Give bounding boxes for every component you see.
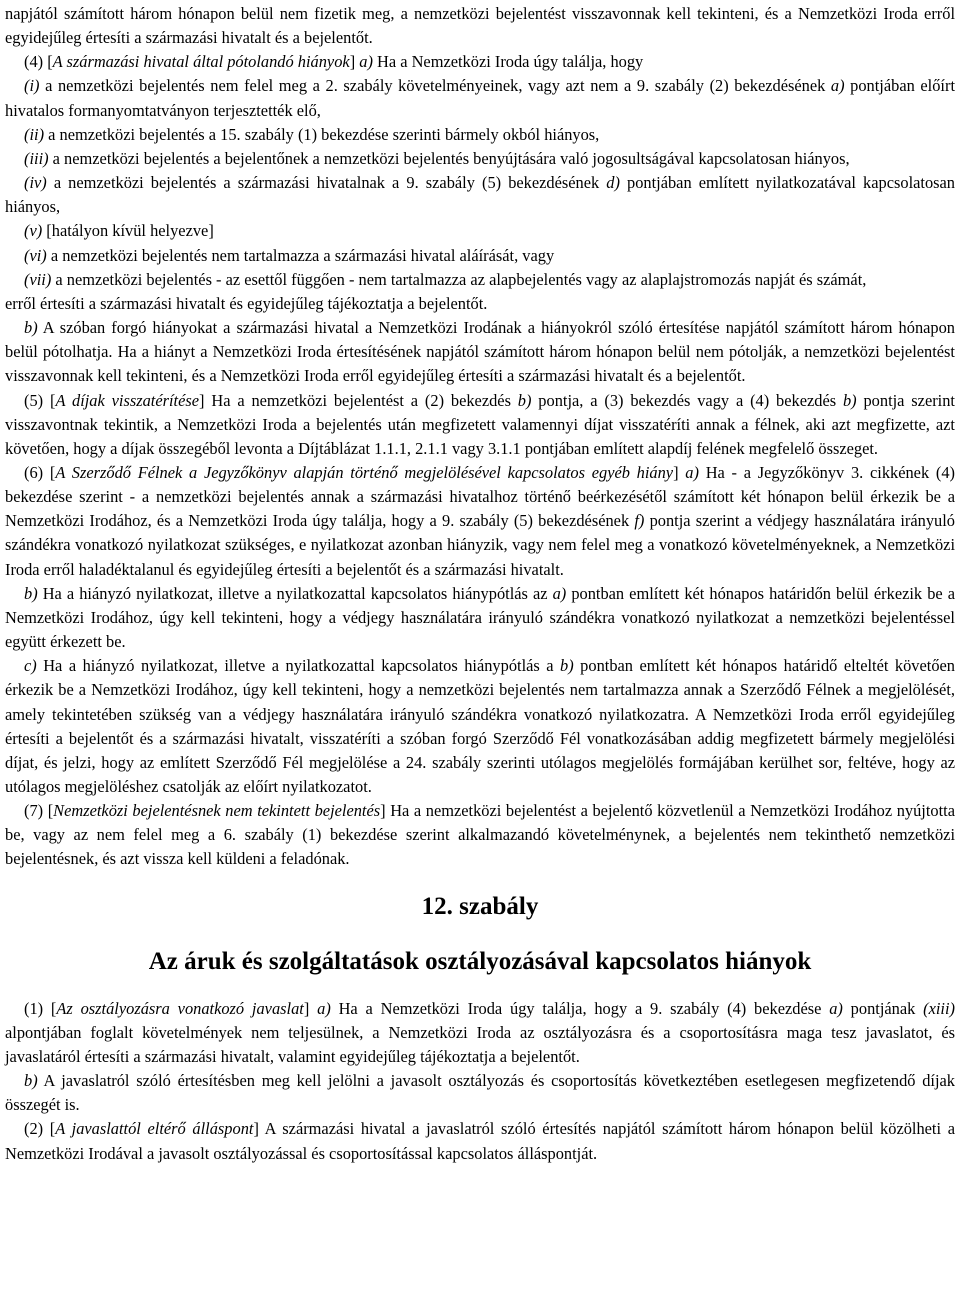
text-segment: erről értesíti a származási hivatalt és egyidejűleg tájékoztatja a bejelentőt. (5, 293, 488, 313)
text-segment: Ha - a Jegyzőkönyv 3. cikkének (4) bekezdése szerint - a nemzetközi bejelentés annak a származási hivatalhoz történő beérkezésétől számított két hónapon belül érkezik be a Nemzetközi Irodához, és a Nemzetközi Iroda úgy találja, hogy a 9. szabály (5) bekezdésének (5, 462, 955, 531)
paragraph (5, 50, 955, 74)
text-segment: pontban említett két hónapos határidőn belül érkezik be a Nemzetközi Irodához, úgy kell tekinteni, hogy a védjegy használatára irányuló szándékra vonatkozó nyilatkozat a nemzetközi bejelentéssel együtt érkezett be. (5, 583, 955, 652)
text-segment: pontban említett két hónapos határidő elteltét követően érkezik be a Nemzetközi Irodához, úgy kell tekinteni, hogy a nemzetközi bejelentés nem tartalmazza annak a Szerződő Félnek a megjelölését, amely tekintetében szükség van a védjegy használatára irányuló szándékra vonatkozó nyilatkozatra. A Nemzetközi Iroda erről egyidejűleg értesíti a bejelentőt és a származási hivatalt, visszatéríti a szóban forgó Szerződő Fél vonatkozásában addig megfizetett bármely megjelölési díjat, és jelzi, hogy az említett Szerződő Fél megjelölése a 24. szabály szerinti utólagos megjelölés formájában kerülhet sor, feltéve, hogy az utólagos megjelöléshez csatolják az előírt nyilatkozatot. (5, 656, 955, 796)
paragraph (5, 997, 955, 1069)
paragraph (5, 244, 955, 268)
text-segment: (7) [ (24, 801, 54, 821)
rule-title-heading: Az áruk és szolgáltatások osztályozásával kapcsolatos hiányok (148, 947, 812, 975)
italic-text: a) (317, 998, 331, 1018)
italic-text: Az osztályozásra vonatkozó javaslat (56, 998, 304, 1018)
italic-text: (iv) (24, 173, 47, 193)
italic-text: b) (24, 318, 38, 338)
text-segment: ] (303, 998, 318, 1018)
text-segment: Ha a hiányzó nyilatkozat, illetve a nyilatkozattal kapcsolatos hiánypótlás az (37, 583, 553, 603)
document-body-before (5, 2, 955, 872)
text-segment: [hatályon kívül helyezve] (42, 221, 214, 241)
paragraph (5, 123, 955, 147)
text-segment: pontja, a (3) bekezdés vagy a (4) bekezdés (531, 390, 843, 410)
paragraph (5, 292, 955, 316)
italic-text: a) (685, 462, 699, 482)
paragraph (5, 2, 955, 50)
paragraph (5, 147, 955, 171)
text-segment: a nemzetközi bejelentés nem felel meg a 2. szabály követelményeinek, vagy azt nem a 9. szabály (2) bekezdésének (39, 76, 831, 96)
text-segment: (6) [ (24, 462, 56, 482)
paragraph (5, 799, 955, 871)
italic-text: b) (24, 583, 38, 603)
text-segment: pontjában előírt hivatalos formanyomtatványon terjesztették elő, (5, 76, 955, 120)
text-segment: ] (349, 52, 360, 72)
text-segment: a nemzetközi bejelentés a származási hivatalnak a 9. szabály (5) bekezdésének (46, 173, 607, 193)
text-segment: Ha a hiányzó nyilatkozat, illetve a nyilatkozattal kapcsolatos hiánypótlás a (36, 656, 561, 676)
italic-text: b) (560, 656, 574, 676)
italic-text: (v) (24, 221, 43, 241)
italic-text: d) (606, 173, 620, 193)
text-segment: Ha a Nemzetközi Iroda úgy találja, hogy (372, 52, 644, 72)
italic-text: (iii) (24, 148, 49, 168)
text-segment: A szóban forgó hiányokat a származási hivatal a Nemzetközi Irodának a hiányokról szóló értesítése napjától számított három hónapon belül pótolhatja. Ha a hiányt a Nemzetközi Iroda értesítésének napjától számított három hónapon belül nem pótolják, a nemzetközi bejelentést visszavonnak kell tekinteni, és a Nemzetközi Iroda erről egyidejűleg értesíti a származási hivatalt és a bejelentőt. (5, 318, 955, 386)
text-segment: a nemzetközi bejelentés - az esettől függően - nem tartalmazza az alapbejelentés vagy az alaplajstromozás napját és számát, (51, 269, 867, 289)
italic-text: b) (842, 390, 857, 410)
italic-text: b) (24, 1071, 38, 1091)
italic-text: f) (634, 511, 645, 531)
text-segment: ] Ha a nemzetközi bejelentést a bejelentő közvetlenül a Nemzetközi Irodához nyújtotta be, vagy az nem felel meg a 6. szabály (1) bekezdése szerint alkalmazandó követelménynek, a bejelentés nem tekinthető nemzetközi bejelentésnek, és azt vissza kell küldeni a feladónak. (5, 801, 955, 869)
italic-text: (i) (24, 76, 40, 96)
text-segment: pontjában említett nyilatkozatával kapcsolatosan hiányos, (5, 173, 956, 217)
italic-text: a) (830, 76, 845, 96)
paragraph (5, 654, 955, 799)
text-segment: a nemzetközi bejelentés nem tartalmazza a származási hivatal aláírását, vagy (46, 245, 555, 265)
text-segment: (5) [ (24, 390, 56, 410)
text-segment: a nemzetközi bejelentés a 15. szabály (1) bekezdése szerinti bármely okból hiányos, (44, 124, 600, 144)
paragraph (5, 219, 955, 243)
text-segment: a nemzetközi bejelentés a bejelentőnek a nemzetközi bejelentés benyújtására való jogosultságával kapcsolatosan hiányos, (48, 148, 850, 168)
italic-text: Nemzetközi bejelentésnek nem tekintett bejelentés (53, 801, 381, 821)
italic-text: c) (24, 656, 37, 676)
text-segment: pontja szerint a védjegy használatára irányuló szándékra vonatkozó nyilatkozat szükséges, e nyilatkozat azonban hiányzik, vagy nem felel meg a vonatkozó követelményeknek, a Nemzetközi Iroda erről haladéktalanul és egyidejűleg értesíti a bejelentőt és a származási hivatalt. (5, 511, 955, 579)
italic-text: A Szerződő Félnek a Jegyzőkönyv alapján történő megjelölésével kapcsolatos egyéb hiány (55, 462, 674, 482)
italic-text: A javaslattól eltérő álláspont (55, 1119, 254, 1139)
text-segment: ] (673, 462, 686, 482)
italic-text: (vii) (24, 269, 52, 289)
paragraph (5, 268, 955, 292)
paragraph (5, 171, 955, 219)
italic-text: a) (552, 583, 567, 603)
text-segment: A javaslatról szóló értesítésben meg kell jelölni a javasolt osztályozás és csoportosítás következtében esetlegesen megfizetendő díjak összegét is. (5, 1071, 955, 1115)
italic-text: a) (829, 998, 843, 1018)
italic-text: (vi) (24, 245, 47, 265)
document-body-after (5, 997, 955, 1166)
text-segment: (2) [ (24, 1119, 56, 1139)
italic-text: a) (359, 52, 373, 72)
text-segment: pontjának (842, 998, 924, 1018)
paragraph (5, 582, 955, 654)
text-segment: pontja szerint visszavontnak tekintik, a Nemzetközi Iroda a bejelentés után megfizetett valamennyi díjat visszatéríti annak a félnek, aki azt megfizette, azt követően, hogy a díjak összegéből levonta a Díjtáblázat 1.1.1, 2.1.1 vagy 3.1.1 pontjában említett alapdíj felének megfelelő összeget. (5, 390, 955, 458)
paragraph (5, 316, 955, 388)
paragraph (5, 461, 955, 582)
text-segment: ] A származási hivatal a javaslatról szóló értesítés napjától számított három hónapon belül közölheti a Nemzetközi Irodával a javasolt osztályozással és csoportosítással kapcsolatos álláspontját. (5, 1119, 955, 1163)
italic-text: (ii) (24, 124, 45, 144)
text-segment: alpontjában foglalt követelmények nem teljesülnek, a Nemzetközi Iroda az osztályozásra és a csoportosításra maga tesz javaslatot, és javaslatáról értesíti a származási hivatalt, valamint egyidejűleg tájékoztatja a bejelentőt. (5, 1022, 955, 1066)
text-segment: (1) [ (24, 998, 57, 1018)
text-segment: Ha a Nemzetközi Iroda úgy találja, hogy a 9. szabály (4) bekezdése (330, 998, 830, 1018)
italic-text: A származási hivatal által pótolandó hiányok (52, 52, 350, 72)
italic-text: A díjak visszatérítése (55, 390, 200, 410)
text-segment: (4) [ (24, 52, 53, 72)
paragraph (5, 1117, 955, 1165)
paragraph (5, 1069, 955, 1117)
text-segment: ] Ha a nemzetközi bejelentést a (2) bekezdés (199, 390, 518, 410)
rule-number-heading: 12. szabály (421, 892, 539, 920)
paragraph (5, 389, 955, 461)
italic-text: b) (517, 390, 532, 410)
paragraph (5, 74, 955, 122)
italic-text: (xiii) (923, 998, 955, 1018)
text-segment: napjától számított három hónapon belül nem fizetik meg, a nemzetközi bejelentést visszavonnak kell tekinteni, és a Nemzetközi Iroda erről egyidejűleg értesíti a származási hivatalt és a bejelentőt. (5, 4, 955, 48)
